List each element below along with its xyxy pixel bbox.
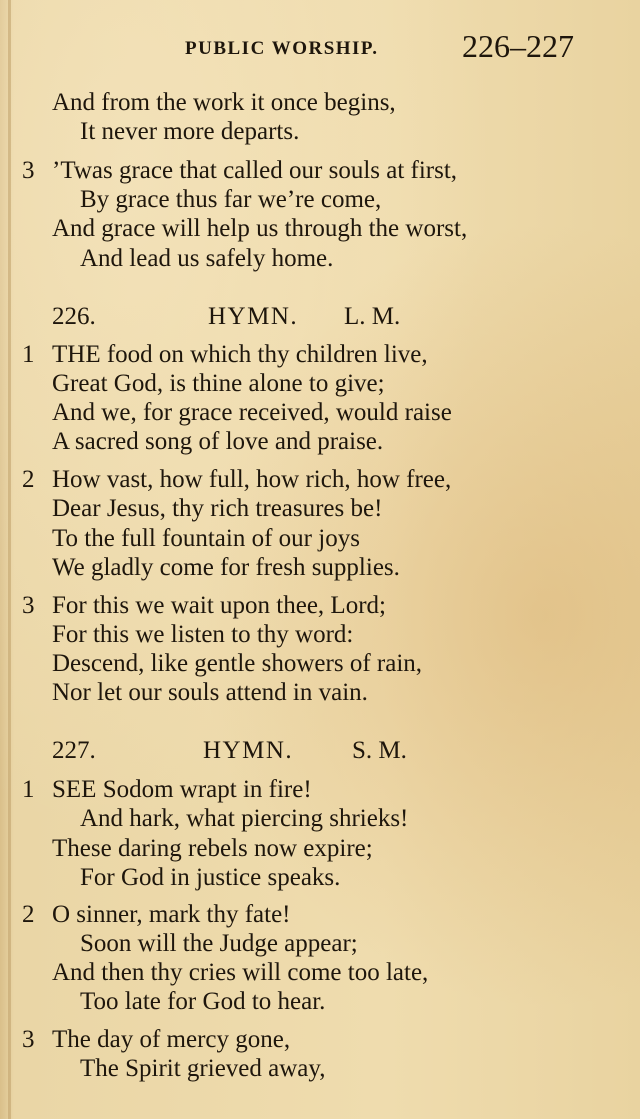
verse-line: Soon will the Judge appear; [80, 930, 358, 957]
verse-line: It never more departs. [80, 118, 300, 145]
hymn-227-title: HYMN. [203, 737, 294, 764]
hymn-226-title: HYMN. [208, 303, 299, 330]
stanza-number: 3 [22, 592, 35, 619]
binding-gutter [8, 0, 11, 1119]
hymn-number-range: 226–227 [462, 28, 574, 64]
verse-line: And hark, what piercing shrieks! [80, 805, 409, 832]
verse-line: These daring rebels now expire; [52, 835, 373, 862]
verse-line: How vast, how full, how rich, how free, [52, 466, 452, 493]
verse-line: And we, for grace received, would raise [52, 399, 452, 426]
verse-line: By grace thus far we’re come, [80, 186, 382, 213]
verse-line: ’Twas grace that called our souls at first, [52, 157, 458, 184]
stanza-number: 3 [22, 157, 35, 184]
hymn-227-meter: S. M. [352, 737, 407, 764]
verse-line: Great God, is thine alone to give; [52, 370, 385, 397]
verse-line: Dear Jesus, thy rich treasures be! [52, 495, 383, 522]
verse-line: To the full fountain of our joys [52, 525, 360, 552]
verse-line: Descend, like gentle showers of rain, [52, 650, 423, 677]
verse-line: O sinner, mark thy fate! [52, 901, 291, 928]
stanza-number: 1 [22, 341, 35, 368]
verse-line: For God in justice speaks. [80, 864, 341, 891]
verse-line: The day of mercy gone, [52, 1026, 291, 1053]
verse-line: The Spirit grieved away, [80, 1055, 326, 1082]
verse-line: And lead us safely home. [80, 245, 334, 272]
verse-line: We gladly come for fresh supplies. [52, 554, 400, 581]
verse-line: Nor let our souls attend in vain. [52, 679, 368, 706]
stanza-number: 2 [22, 466, 35, 493]
verse-line: SEE Sodom wrapt in fire! [52, 776, 312, 803]
hymn-227-number: 227. [52, 737, 96, 764]
running-title: PUBLIC WORSHIP. [185, 38, 379, 59]
page-header [0, 28, 640, 68]
verse-line: And then thy cries will come too late, [52, 959, 429, 986]
hymn-226-meter: L. M. [344, 303, 401, 330]
hymn-226-number: 226. [52, 303, 96, 330]
verse-line: And from the work it once begins, [52, 89, 396, 116]
verse-line: Too late for God to hear. [80, 988, 326, 1015]
verse-line: And grace will help us through the worst, [52, 215, 468, 242]
stanza-number: 1 [22, 776, 35, 803]
stanza-number: 2 [22, 901, 35, 928]
verse-line: THE food on which thy children live, [52, 341, 428, 368]
verse-line: For this we listen to thy word: [52, 621, 354, 648]
verse-line: For this we wait upon thee, Lord; [52, 592, 386, 619]
stanza-number: 3 [22, 1026, 35, 1053]
verse-line: A sacred song of love and praise. [52, 428, 384, 455]
